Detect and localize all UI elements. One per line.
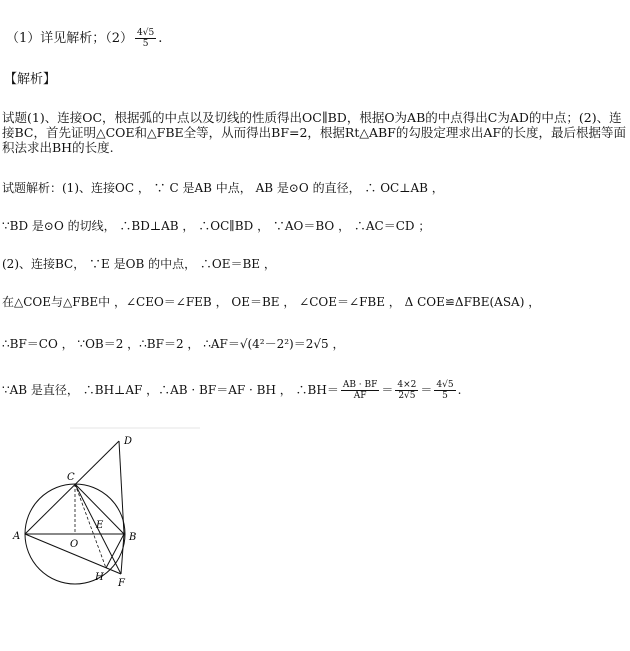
label-f: F (118, 578, 125, 589)
segment-bf (121, 534, 124, 574)
solution-line-1: 试题解析：(1)、连接OC ， ∵ C 是AB 中点， AB 是⊙O 的直径， ∴ OC⊥AB ， (2, 181, 444, 195)
answer-text: （1）详见解析；（2） (6, 31, 134, 46)
solution-line-3: (2)、连接BC， ∵E 是OB 的中点， ∴OE＝BE ， (2, 257, 276, 271)
answer-line: （1）详见解析；（2） $\frac{4√5}{5}$ . (6, 28, 163, 49)
solution-line-2: ∵BD 是⊙O 的切线， ∴BD⊥AB ， ∴OC∥BD ， ∵AO＝BO ， ∴AC＝CD ； (2, 219, 431, 233)
label-d: D (124, 436, 133, 447)
label-e: E (96, 520, 104, 531)
solution-idea: 试题(1)、连接OC，根据弧的中点以及切线的性质得出OC∥BD，根据O为AB的中点得出C为AD的中点；(2)、连接BC，首先证明△COE和△FBE全等，从而得出BF=2，根据Rt△ABF的勾股定理求出AF的长度，最后根据等面积法求出BH的长度. (2, 110, 627, 155)
label-h: H (95, 572, 104, 583)
fraction-ab-bf-over-af: $\frac{AB \cdot BF}{AF}$ (342, 380, 378, 401)
section-heading: 【解析】 (4, 72, 57, 87)
label-o: O (70, 539, 79, 550)
answer-fraction: $\frac{4√5}{5}$ (137, 28, 155, 49)
solution-line-4: 在△COE与△FBE中 ，∠CEO＝∠FEB ， OE＝BE ， ∠COE＝∠FBE ， Δ COE≌ΔFBE(ASA) ， (2, 295, 541, 309)
solution-line-5: ∴BF＝CO ， ∵OB＝2 ，∴BF＝2 ， ∴AF＝√(4²－2²)＝2√5 ， (2, 337, 345, 351)
solution-line-6: ∵AB 是直径， ∴BH⊥AF ，∴AB · BF＝AF · BH ， ∴BH＝ $\frac{AB \cdot BF}{AF}$ ＝ $\frac{4\times 2}{2√5}$ ＝ $\frac{4√5}{5}$ . (2, 380, 462, 401)
segment-ad (25, 441, 119, 534)
label-a: A (13, 531, 21, 542)
fraction-4x2-over-2root5: $\frac{4\times 2}{2√5}$ (397, 380, 417, 401)
fraction-4root5-over-5: $\frac{4√5}{5}$ (436, 380, 454, 401)
segment-bd (119, 441, 124, 534)
label-b: B (129, 532, 137, 543)
label-c: C (67, 472, 75, 483)
